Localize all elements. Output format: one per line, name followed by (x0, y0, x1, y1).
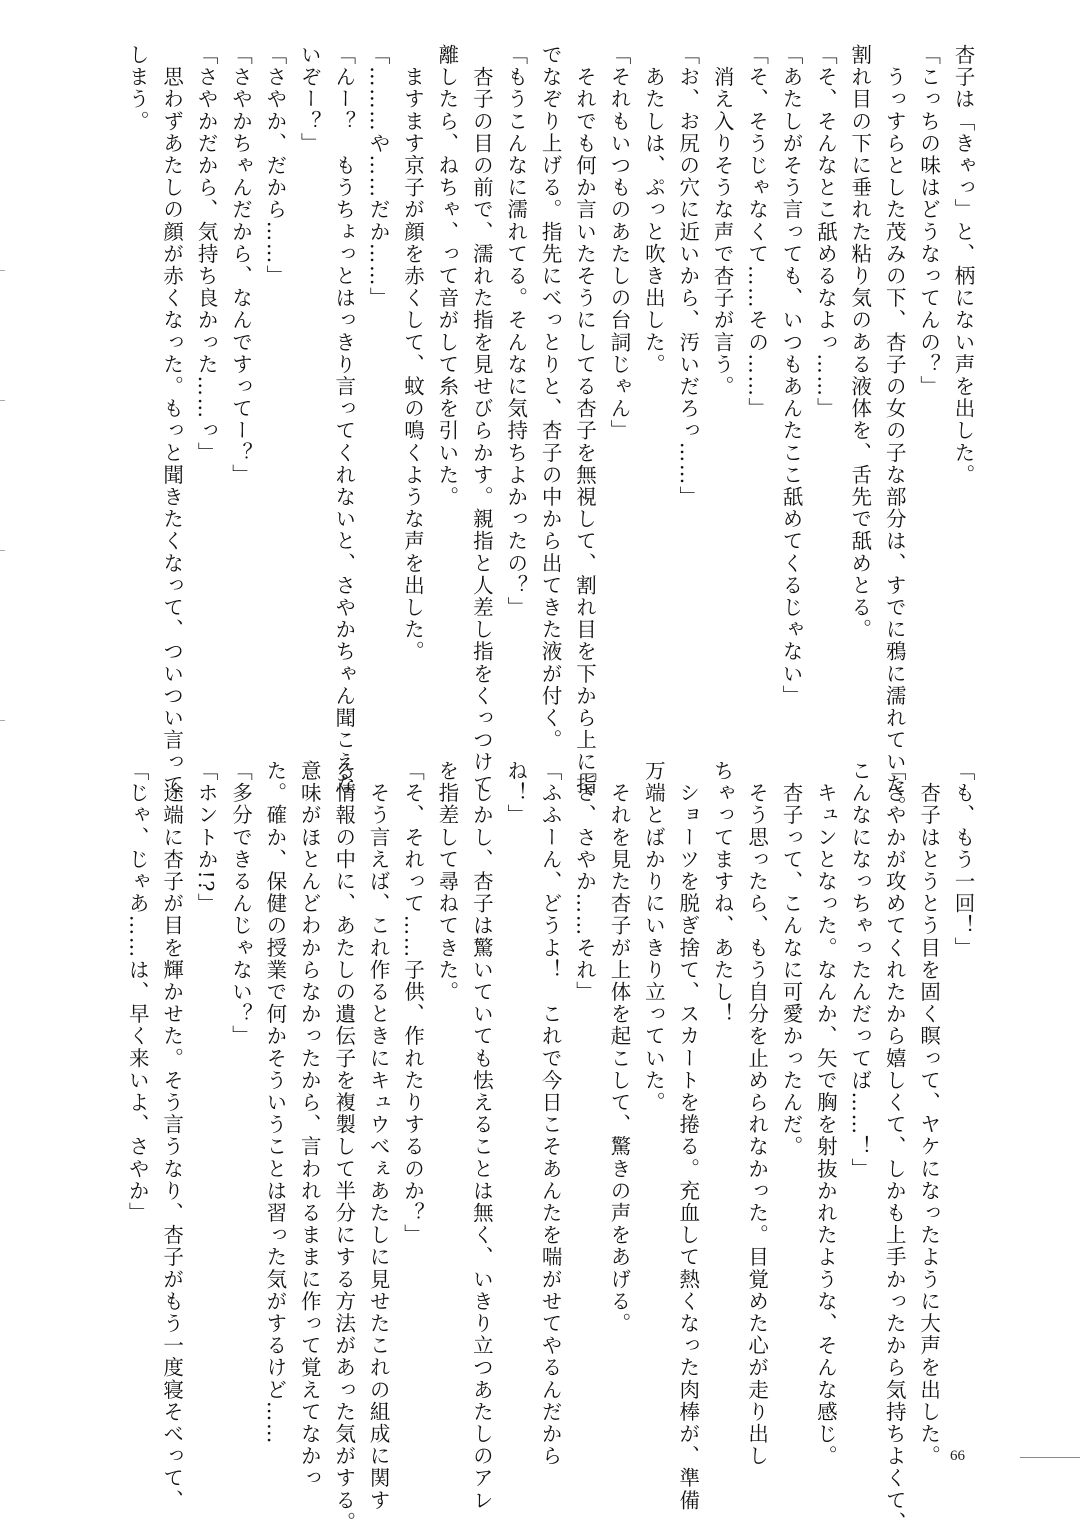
binding-mark (0, 270, 5, 271)
text-line: しまう。 (125, 44, 150, 133)
text-line: 「そ、そんなとこ舐めるなよっ……」 (813, 44, 838, 420)
text-line: 「あたしがそう言っても、いつもあんたここ舐めてくるじゃない」 (778, 44, 803, 707)
text-line: それを見た杏子が上体を起こして、驚きの声をあげる。 (606, 760, 631, 1335)
text-line: 「………や……だか……」 (366, 44, 391, 310)
binding-mark (0, 400, 5, 401)
text-line: 「もうこんなに濡れてる。そんなに気持ちよかったの？」 (503, 44, 528, 619)
text-line: を指差して尋ねてきた。 (434, 760, 459, 1004)
text-line: ショーツを脱ぎ捨て、スカートを捲る。充血して熱くなった肉棒が、準備 (675, 760, 700, 1512)
text-line: そう言えば、これ作るときにキュウべぇあたしに見せたこれの組成に関す (366, 760, 391, 1512)
text-line: あたしは、ぷっと吹き出した。 (641, 44, 666, 376)
text-line: た。確か、保健の授業で何かそういうことは習った気がするけど…… (262, 760, 287, 1446)
text-line: そう思ったら、もう自分を止められなかった。目覚めた心が走り出し (744, 760, 769, 1468)
text-line: 「そ、それって……子供、作れたりするのか？」 (400, 760, 425, 1247)
text-line: 思わずあたしの顔が赤くなった。もっと聞きたくなって、ついつい言って (159, 44, 184, 796)
text-line: ね！」 (503, 760, 528, 827)
binding-edge-marks (0, 250, 6, 750)
text-line: 意味がほとんどわからなかったから、言われるままに作って覚えてなかっ (297, 760, 322, 1490)
text-line: 「そ、そうじゃなくて……その……」 (744, 44, 769, 420)
text-line: 「お、お尻の穴に近いから、汚いだろっ……」 (675, 44, 700, 509)
text-line: それでも何か言いたそうにしてる杏子を無視して、割れ目を下から上に指 (572, 44, 597, 796)
text-line: ますます京子が顔を赤くして、蚊の鳴くような声を出した。 (400, 44, 425, 663)
text-line: 「ふふーん、どうよ！ これで今日こそあんたを喘がせてやるんだから (538, 760, 563, 1468)
text-line: うっすらとした茂みの下、杏子の女の子な部分は、すでに鴉に濡れていた。 (882, 44, 907, 818)
text-line: 「こっちの味はどうなってんの？」 (916, 44, 941, 398)
text-line: キュンとなった。なんか、矢で胸を射抜かれたような、そんな感じ。 (813, 760, 838, 1468)
text-line: 「さやかちゃんだから、なんですってー？」 (228, 44, 253, 486)
text-line: しかし、杏子は驚いていても怯えることは無く、いきり立つあたしのアレ (469, 760, 494, 1512)
text-line: ちゃってますね、あたし！ (710, 760, 735, 1026)
text-line: 万端とばかりにいきり立っていた。 (641, 760, 666, 1114)
text-line: いぞー？」 (297, 44, 322, 155)
text-line: 「さやかだから、気持ち良かった……っ」 (194, 44, 219, 464)
text-line: 「も、もう一回！」 (951, 760, 975, 959)
text-line: でなぞり上げる。指先にべっとりと、杏子の中から出てきた液が付く。 (538, 44, 563, 752)
text-line: 「ホントか!?」 (194, 760, 219, 916)
text-line: 途端に杏子が目を輝かせた。そう言うなり、杏子がもう一度寝そべって、 (159, 760, 184, 1512)
text-line: 「さやかが攻めてくれたから嬉しくて、しかも上手かったから気持ちよくて、 (882, 760, 907, 1534)
text-line: 消え入りそうな声で杏子が言う。 (710, 44, 735, 398)
text-line: 「んー？ もうちょっとはっきり言ってくれないと、さやかちゃん聞こえな (331, 44, 356, 796)
binding-mark (0, 720, 5, 721)
text-line: る情報の中に、あたしの遺伝子を複製して半分にする方法があった気がする。 (331, 760, 356, 1534)
text-line: 「さ、さやか……それ」 (572, 760, 597, 1004)
text-line: 割れ目の下に垂れた粘り気のある液体を、舌先で舐めとる。 (847, 44, 872, 641)
binding-mark (0, 550, 5, 551)
text-line: 「多分できるんじゃない？」 (228, 760, 253, 1048)
page-number: 66 (950, 1448, 965, 1464)
text-line: 杏子って、こんなに可愛かったんだ。 (778, 760, 803, 1158)
text-line: 「じゃ、じゃあ……は、早く来いよ、さやか」 (125, 760, 150, 1225)
text-line: 杏子の目の前で、濡れた指を見せびらかす。親指と人差し指をくっつけて (469, 44, 494, 796)
text-line: こんなになっちゃったんだってば……！」 (847, 760, 872, 1180)
upper-text-block (125, 44, 980, 818)
text-line: 杏子はとうとう目を固く瞑って、ヤケになったように大声を出した。 (916, 760, 941, 1468)
text-line: 離したら、ねちゃ、って音がして糸を引いた。 (434, 44, 459, 509)
footer-rule (1020, 1457, 1080, 1458)
text-line: 「それもいつものあたしの台詞じゃん」 (606, 44, 631, 442)
text-line: 杏子は「きゃっ」と、柄にない声を出した。 (951, 44, 975, 486)
text-line: 「さやか、だから……」 (262, 44, 287, 288)
